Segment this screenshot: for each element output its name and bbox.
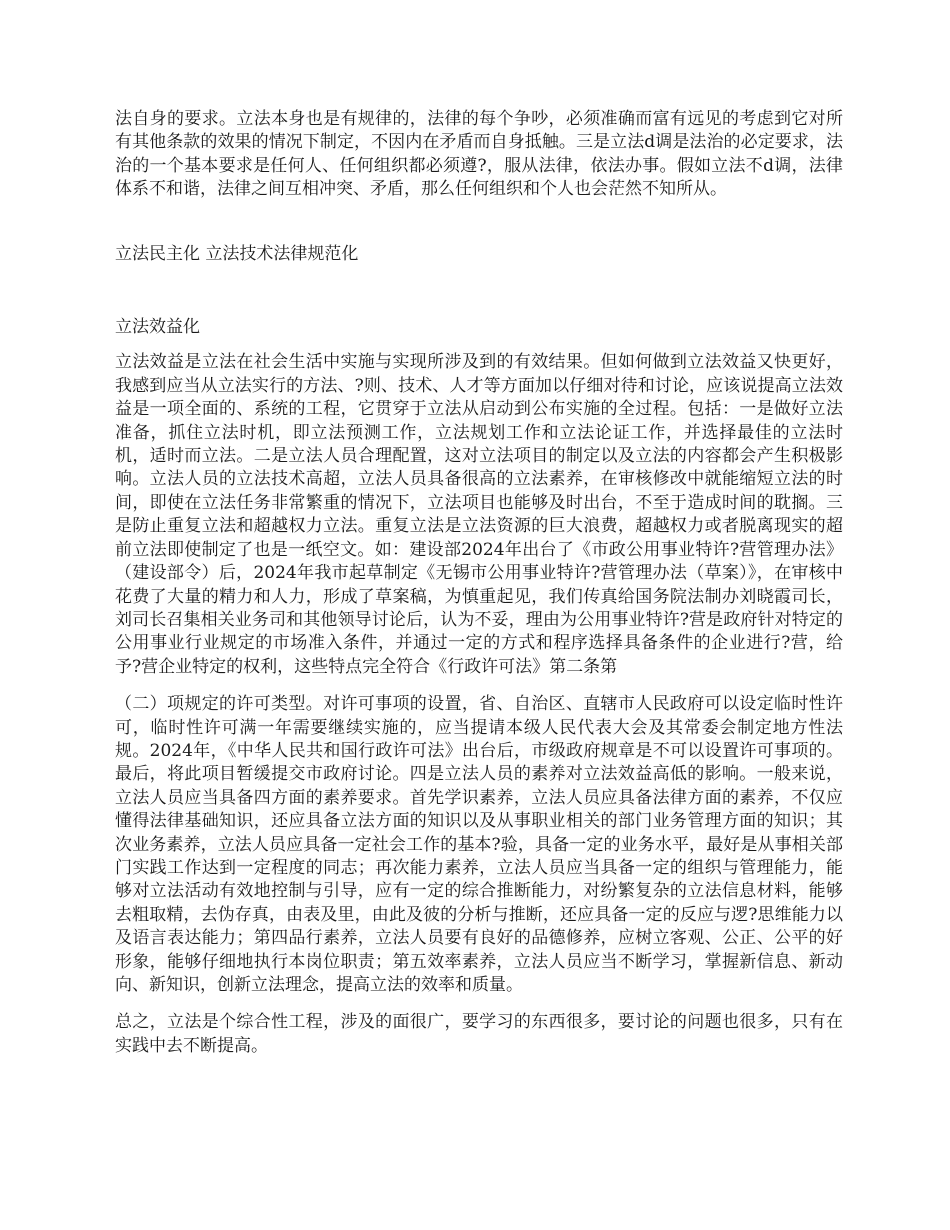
permit-paragraph: （二）项规定的许可类型。对许可事项的设置，省、自治区、直辖市人民政府可以设定临时性许可，临时性许可满一年需要继续实施的，应当提请本级人民代表大会及其常委会制定地方性法规。2024年，《中华人民共和国行政许可法》出台后，市级政府规章是不可以设置许可事项的。最后，将此项目暂缓提交市政府讨论。四是立法人员的素养对立法效益高低的影响。一般来说，立法人员应当具备四方面的素养要求。首先学识素养，立法人员应具备法律方面的素养，不仅应懂得法律基础知识，还应具备立法方面的知识以及从事职业相关的部门业务管理方面的知识；其次业务素养，立法人员应具备一定社会工作的基本?验，具备一定的业务水平，最好是从事相关部门实践工作达到一定程度的同志；再次能力素养，立法人员应当具备一定的组织与管理能力，能够对立法活动有效地控制与引导，应有一定的综合推断能力，对纷繁复杂的立法信息材料，能够去粗取精，去伪存真，由表及里，由此及彼的分析与推断，还应具备一定的反应与逻?思维能力以及语言表达能力；第四品行素养，立法人员要有良好的品德修养，应树立客观、公正、公平的好形象，能够仔细地执行本岗位职责；第五效率素养，立法人员应当不断学习，掌握新信息、新动向、新知识，创新立法理念，提高立法的效率和质量。 xyxy=(115,694,843,995)
section-heading-democratic: 立法民主化 立法技术法律规范化 xyxy=(115,243,359,264)
summary-paragraph: 总之，立法是个综合性工程，涉及的面很广，要学习的东西很多，要讨论的问题也很多，只有在实践中去不断提高。 xyxy=(115,1012,843,1056)
section-heading-efficiency: 立法效益化 xyxy=(115,317,200,338)
efficiency-paragraph: 立法效益是立法在社会生活中实施与实现所涉及到的有效结果。但如何做到立法效益又快更好，我感到应当从立法实行的方法、?则、技术、人才等方面加以仔细对待和讨论，应该说提高立法效益是一项全面的、系统的工程，它贯穿于立法从启动到公布实施的全过程。包括：一是做好立法准备，抓住立法时机，即立法预测工作，立法规划工作和立法论证工作，并选择最佳的立法时机，适时而立法。二是立法人员合理配置，这对立法项目的制定以及立法的内容都会产生积极影响。立法人员的立法技术高超，立法人员具备很高的立法素养，在审核修改中就能缩短立法的时间，即使在立法任务非常繁重的情况下，立法项目也能够及时出台，不至于造成时间的耽搁。三是防止重复立法和超越权力立法。重复立法是立法资源的巨大浪费，超越权力或者脱离现实的超前立法即使制定了也是一纸空文。如：建设部2024年出台了《市政公用事业特许?营管理办法》（建设部令）后，2024年我市起草制定《无锡市公用事业特许?营管理办法（草案）》，在审核中花费了大量的精力和人力，形成了草案稿，为慎重起见，我们传真给国务院法制办刘晓霞司长，刘司长召集相关业务司和其他领导讨论后，认为不妥，理由为公用事业特许?营是政府针对特定的公用事业行业规定的市场准入条件，并通过一定的方式和程序选择具备条件的企业进行?营，给予?营企业特定的权利，这些特点完全符合《行政许可法》第二条第 xyxy=(115,352,843,677)
intro-paragraph: 法自身的要求。立法本身也是有规律的，法律的每个争吵，必须准确而富有远见的考虑到它对所有其他条款的效果的情况下制定，不因内在矛盾而自身抵触。三是立法d调是法治的必定要求，法治的一个基本要求是任何人、任何组织都必须遵?，服从法律，依法办事。假如立法不d调，法律体系不和谐，法律之间互相冲突、矛盾，那么任何组织和个人也会茫然不知所从。 xyxy=(115,109,843,200)
document-page xyxy=(115,108,843,1058)
